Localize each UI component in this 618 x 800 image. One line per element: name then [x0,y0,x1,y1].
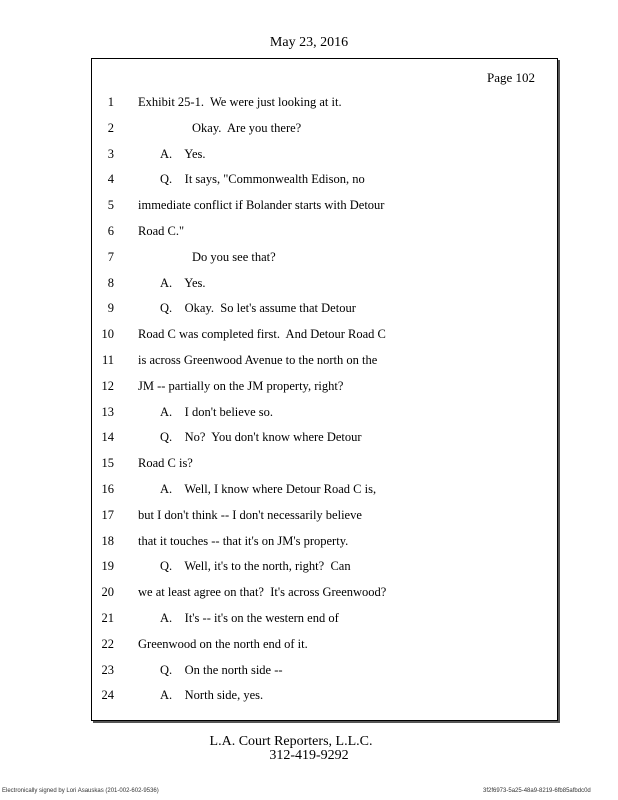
line-number: 24 [101,688,114,703]
header-date: May 23, 2016 [269,35,349,50]
line-text: JM -- partially on the JM property, right? [138,378,344,393]
line-number: 18 [101,533,114,548]
line-number: 7 [107,249,114,264]
line-number: 14 [101,430,114,445]
line-text: Do you see that? [192,249,276,264]
line-number: 4 [107,172,114,187]
signature-left: Electronically signed by Lori Asauskas (201-002-602-9536) [2,788,159,794]
signature-right: 3f2f6973-5a25-48a9-8219-6fb85afbdc0d [483,788,591,794]
line-number: 6 [107,224,114,238]
line-text: we at least agree on that? It's across Greenwood? [138,585,387,600]
line-number: 3 [107,146,114,161]
line-number: 16 [101,482,114,496]
line-text: that it touches -- that it's on JM's property. [138,533,349,548]
line-number: 17 [101,507,114,522]
line-text: Okay. Are you there? [192,120,302,135]
line-text: A. Yes. [160,146,206,161]
line-text: A. It's -- it's on the western end of [160,611,339,625]
line-text: A. Yes. [160,275,206,290]
line-number: 21 [101,611,114,625]
line-text: but I don't think -- I don't necessarily believe [138,507,362,522]
footer-firm: L.A. Court Reporters, L.L.C. [209,734,373,749]
line-number: 2 [107,120,114,135]
line-number: 12 [101,378,114,393]
line-text: Exhibit 25-1. We were just looking at it. [138,95,342,109]
line-number: 15 [101,456,114,471]
line-text: Q. It says, "Commonwealth Edison, no [160,172,365,187]
page-number: Page 102 [487,70,536,85]
line-number: 5 [107,198,114,213]
line-number: 23 [101,662,114,677]
line-number: 22 [101,636,114,651]
line-text: Road C was completed first. And Detour Road C [138,327,386,342]
line-text: is across Greenwood Avenue to the north on the [138,353,378,367]
line-text: Q. Well, it's to the north, right? Can [160,559,351,574]
line-number: 9 [107,301,114,316]
line-text: A. Well, I know where Detour Road C is, [160,482,377,496]
line-text: Q. Okay. So let's assume that Detour [160,301,356,316]
line-number: 11 [101,353,114,367]
line-text: Road C." [138,224,185,238]
line-text: Greenwood on the north end of it. [138,636,308,651]
line-number: 13 [101,404,114,419]
line-text: A. I don't believe so. [160,404,273,419]
line-text: Q. On the north side -- [160,662,283,677]
line-number: 20 [101,585,114,600]
line-number: 19 [101,559,114,574]
line-number: 1 [107,95,114,109]
line-number: 10 [101,327,114,342]
footer-phone: 312-419-9292 [269,748,349,763]
line-text: Road C is? [138,456,193,471]
line-number: 8 [107,275,114,290]
line-text: Q. No? You don't know where Detour [160,430,362,445]
line-text: A. North side, yes. [160,688,264,703]
line-text: immediate conflict if Bolander starts with Detour [138,198,385,213]
